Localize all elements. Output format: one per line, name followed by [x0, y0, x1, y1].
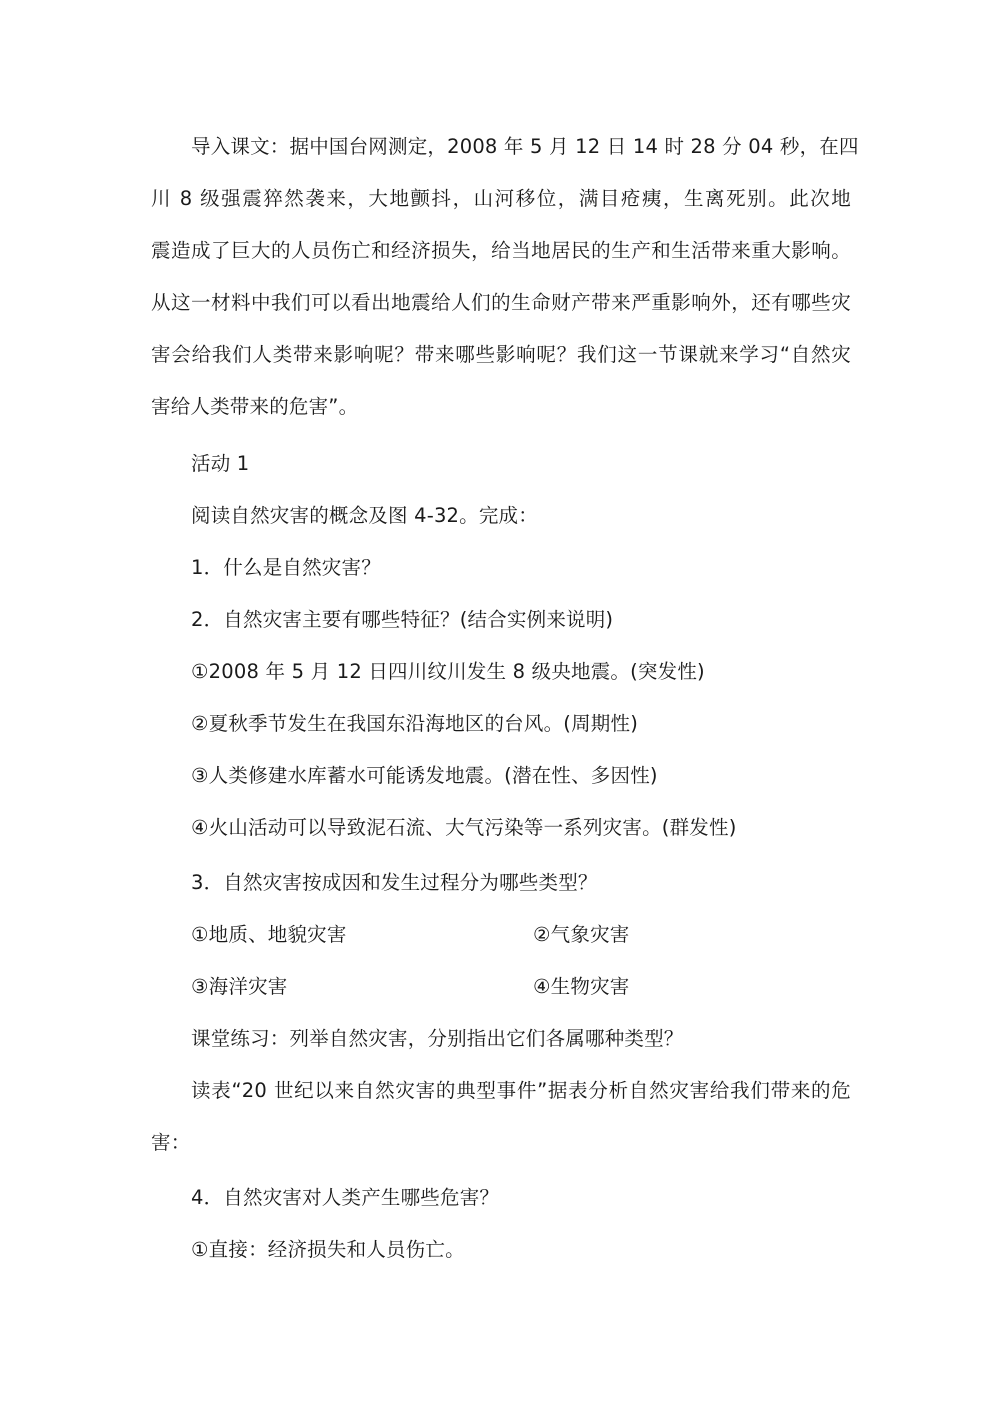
q2-item-2: ②夏秋季节发生在我国东沿海地区的台风。(周期性) — [191, 712, 638, 735]
q3-type-4: ④生物灾害 — [533, 975, 630, 998]
activity-instruction: 阅读自然灾害的概念及图 4-32。完成： — [191, 504, 538, 527]
table-read-line-2: 害： — [151, 1131, 191, 1154]
intro-line-2: 川 8 级强震猝然袭来，大地颤抖，山河移位，满目疮痍，生离死别。此次地 — [151, 187, 851, 210]
question-4: 4．自然灾害对人类产生哪些危害？ — [191, 1186, 500, 1209]
q3-type-3: ③海洋灾害 — [191, 975, 288, 998]
intro-line-4: 从这一材料中我们可以看出地震给人们的生命财产带来严重影响外，还有哪些灾 — [151, 291, 851, 314]
activity-title: 活动 1 — [191, 452, 250, 475]
classroom-exercise: 课堂练习：列举自然灾害，分别指出它们各属哪种类型？ — [191, 1027, 684, 1050]
q4-item-1: ①直接：经济损失和人员伤亡。 — [191, 1238, 465, 1261]
question-1: 1．什么是自然灾害？ — [191, 556, 381, 579]
q2-item-3: ③人类修建水库蓄水可能诱发地震。(潜在性、多因性) — [191, 764, 658, 787]
intro-line-5: 害会给我们人类带来影响呢？带来哪些影响呢？我们这一节课就来学习“自然灾 — [151, 343, 851, 366]
q2-item-4: ④火山活动可以导致泥石流、大气污染等一系列灾害。(群发性) — [191, 816, 737, 839]
q2-item-1: ①2008 年 5 月 12 日四川纹川发生 8 级央地震。(突发性) — [191, 660, 705, 683]
question-2: 2．自然灾害主要有哪些特征？(结合实例来说明) — [191, 608, 614, 631]
q3-type-1: ①地质、地貌灾害 — [191, 923, 347, 946]
intro-line-1: 导入课文：据中国台网测定，2008 年 5 月 12 日 14 时 28 分 04 秒，在四 — [191, 135, 859, 158]
intro-line-6: 害给人类带来的危害”。 — [151, 395, 359, 418]
q3-type-2: ②气象灾害 — [533, 923, 630, 946]
question-3: 3．自然灾害按成因和发生过程分为哪些类型？ — [191, 871, 598, 894]
table-read-line-1: 读表“20 世纪以来自然灾害的典型事件”据表分析自然灾害给我们带来的危 — [191, 1079, 851, 1102]
intro-line-3: 震造成了巨大的人员伤亡和经济损失，给当地居民的生产和生活带来重大影响。 — [151, 239, 851, 262]
